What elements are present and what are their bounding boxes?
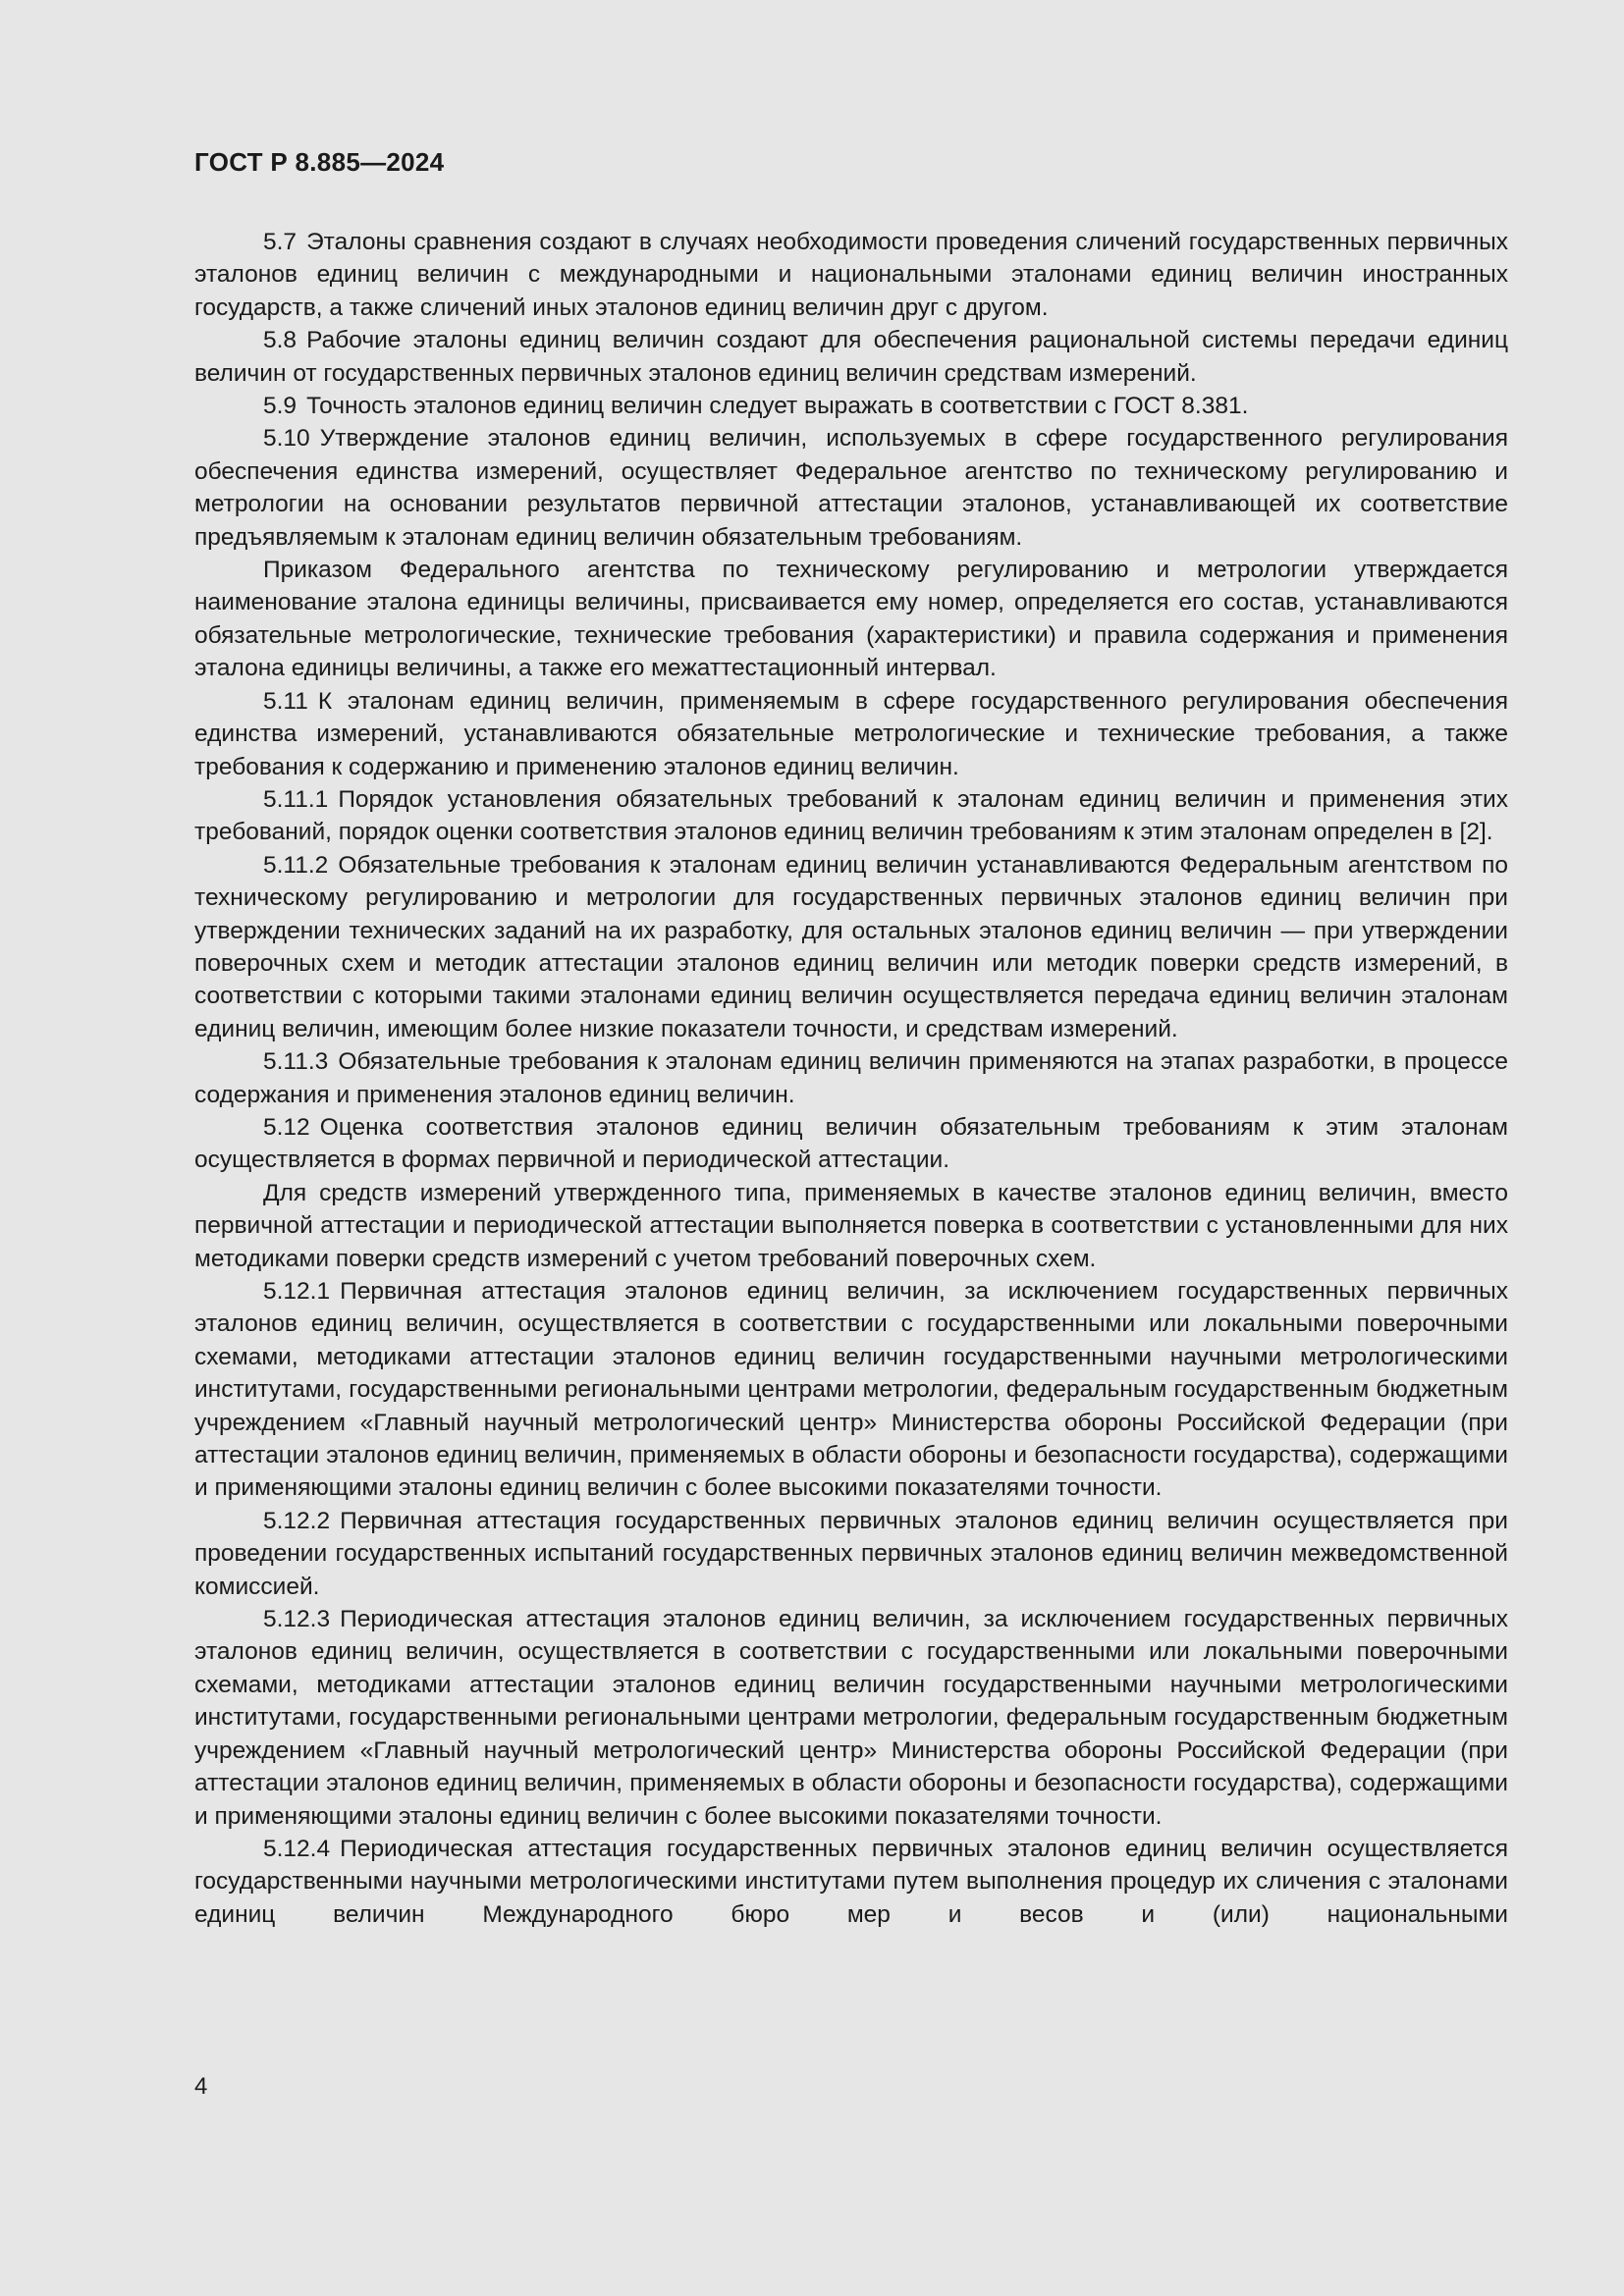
- paragraph-5-10: [194, 422, 1508, 554]
- document-header: ГОСТ Р 8.885—2024: [194, 147, 445, 177]
- paragraph-text: Порядок установления обязательных требований к эталонам единиц величин и применения этих требований, порядок оценки соответствия эталонов единиц величин требованиям к этим эталонам определен в [2].: [194, 785, 1508, 846]
- clause-number: 5.11.3: [263, 1048, 329, 1076]
- paragraph-text: Первичная аттестация государственных первичных эталонов единиц величин осуществляется при проведении государственных испытаний государственных первичных эталонов единиц величин межведомственной комиссией.: [194, 1507, 1508, 1600]
- clause-number: 5.9: [263, 393, 298, 420]
- clause-number: 5.7: [263, 229, 298, 255]
- paragraph-5-9: [194, 390, 1508, 422]
- paragraph-text: Оценка соответствия эталонов единиц величин обязательным требованиям к этим эталонам осуществляется в формах первичной и периодической аттестации.: [194, 1113, 1508, 1174]
- clause-number: 5.12.2: [263, 1507, 331, 1534]
- clause-number: 5.8: [263, 327, 298, 354]
- paragraph-text: Рабочие эталоны единиц величин создают для обеспечения рациональной системы передачи единиц величин от государственных первичных эталонов единиц величин средствам измерений.: [194, 327, 1508, 387]
- clause-number: 5.11.2: [263, 851, 329, 879]
- page-number: 4: [194, 2073, 208, 2100]
- paragraph-text: Эталоны сравнения создают в случаях необходимости проведения сличений государственных первичных эталонов единиц величин с международными и национальными эталонами единиц величин иностранных государств, а также сличений иных эталонов единиц величин друг с другом.: [194, 229, 1508, 321]
- paragraph-5-12-4: [194, 1833, 1508, 1931]
- clause-number: 5.10: [263, 425, 310, 453]
- paragraph-text: Периодическая аттестация эталонов единиц величин, за исключением государственных первичных эталонов единиц величин, осуществляется в соответствии с государственными или локальными поверочными схемами, методиками аттестации эталонов единиц величин государственными научными метрологическими институтами, государственными региональными центрами метрологии, федеральным государственным бюджетным учреждением «Главный научный метрологический центр» Министерства обороны Российской Федерации (при аттестации эталонов единиц величин, применяемых в области обороны и безопасности государства), содержащими и применяющими эталоны единиц величин с более высокими показателями точности.: [194, 1606, 1508, 1830]
- paragraph-5-12-2: [194, 1505, 1508, 1603]
- paragraph-5-12-3: [194, 1603, 1508, 1833]
- clause-number: 5.12: [263, 1113, 310, 1141]
- paragraph-text: Обязательные требования к эталонам единиц величин устанавливаются Федеральным агентством по техническому регулированию и метрологии для государственных первичных эталонов единиц величин при утверждении технических заданий на их разработку, для остальных эталонов единиц величин — при утверждении поверочных схем и методик аттестации эталонов единиц величин или методик поверки средств измерений, в соответствии с которыми такими эталонами единиц величин осуществляется передача единиц величин эталонам единиц величин, имеющим более низкие показатели точности, и средствам измерений.: [194, 851, 1508, 1042]
- paragraph-text: Периодическая аттестация государственных первичных эталонов единиц величин осуществляется государственными научными метрологическими институтами путем выполнения процедур их сличения с эталонами единиц величин Международного бюро мер и весов и (или) национальными: [194, 1835, 1508, 1928]
- clause-number: 5.12.3: [263, 1606, 331, 1633]
- paragraph-5-12: [194, 1111, 1508, 1177]
- paragraph-text: Первичная аттестация эталонов единиц величин, за исключением государственных первичных эталонов единиц величин, осуществляется в соответствии с государственными или локальными поверочными схемами, методиками аттестации эталонов единиц величин государственными научными метрологическими институтами, государственными региональными центрами метрологии, федеральным государственным бюджетным учреждением «Главный научный метрологический центр» Министерства обороны Российской Федерации (при аттестации эталонов единиц величин, применяемых в области обороны и безопасности государства), содержащими и применяющими эталоны единиц величин с более высокими показателями точности.: [194, 1278, 1508, 1502]
- paragraph-text: К эталонам единиц величин, применяемым в сфере государственного регулирования обеспечения единства измерений, устанавливаются обязательные метрологические и технические требования, а также требования к содержанию и применению эталонов единиц величин.: [194, 687, 1508, 780]
- clause-number: 5.12.1: [263, 1278, 331, 1305]
- paragraph-text: Обязательные требования к эталонам единиц величин применяются на этапах разработки, в процессе содержания и применения эталонов единиц величин.: [194, 1048, 1508, 1108]
- paragraph-5-11-3: [194, 1045, 1508, 1111]
- document-body: [194, 226, 1508, 1931]
- paragraph-5-7: [194, 226, 1508, 324]
- paragraph-text: Точность эталонов единиц величин следует выражать в соответствии с ГОСТ 8.381.: [306, 393, 1249, 420]
- clause-number: 5.12.4: [263, 1835, 331, 1862]
- clause-number: 5.11.1: [263, 785, 329, 813]
- clause-number: 5.11: [263, 687, 308, 715]
- paragraph-5-11-1: [194, 783, 1508, 849]
- paragraph-text: Утверждение эталонов единиц величин, используемых в сфере государственного регулирования обеспечения единства измерений, осуществляет Федеральное агентство по техническому регулированию и метрологии на основании результатов первичной аттестации эталонов, устанавливающей их соответствие предъявляемым к эталонам единиц величин обязательным требованиям.: [194, 425, 1508, 551]
- paragraph-5-12-note: [194, 1177, 1508, 1275]
- paragraph-5-8: [194, 324, 1508, 390]
- paragraph-5-11-2: [194, 849, 1508, 1045]
- paragraph-text: Приказом Федерального агентства по техническому регулированию и метрологии утверждается наименование эталона единицы величины, присваивается ему номер, определяется его состав, устанавливаются обязательные метрологические, технические требования (характеристики) и правила содержания и применения эталона единицы величины, а также его межаттестационный интервал.: [194, 557, 1508, 682]
- paragraph-text: Для средств измерений утвержденного типа, применяемых в качестве эталонов единиц величин, вместо первичной аттестации и периодической аттестации выполняется поверка в соответствии с установленными для них методиками поверки средств измерений с учетом требований поверочных схем.: [194, 1179, 1508, 1272]
- paragraph-5-12-1: [194, 1275, 1508, 1505]
- paragraph-5-11: [194, 685, 1508, 783]
- paragraph-5-10-order: [194, 554, 1508, 685]
